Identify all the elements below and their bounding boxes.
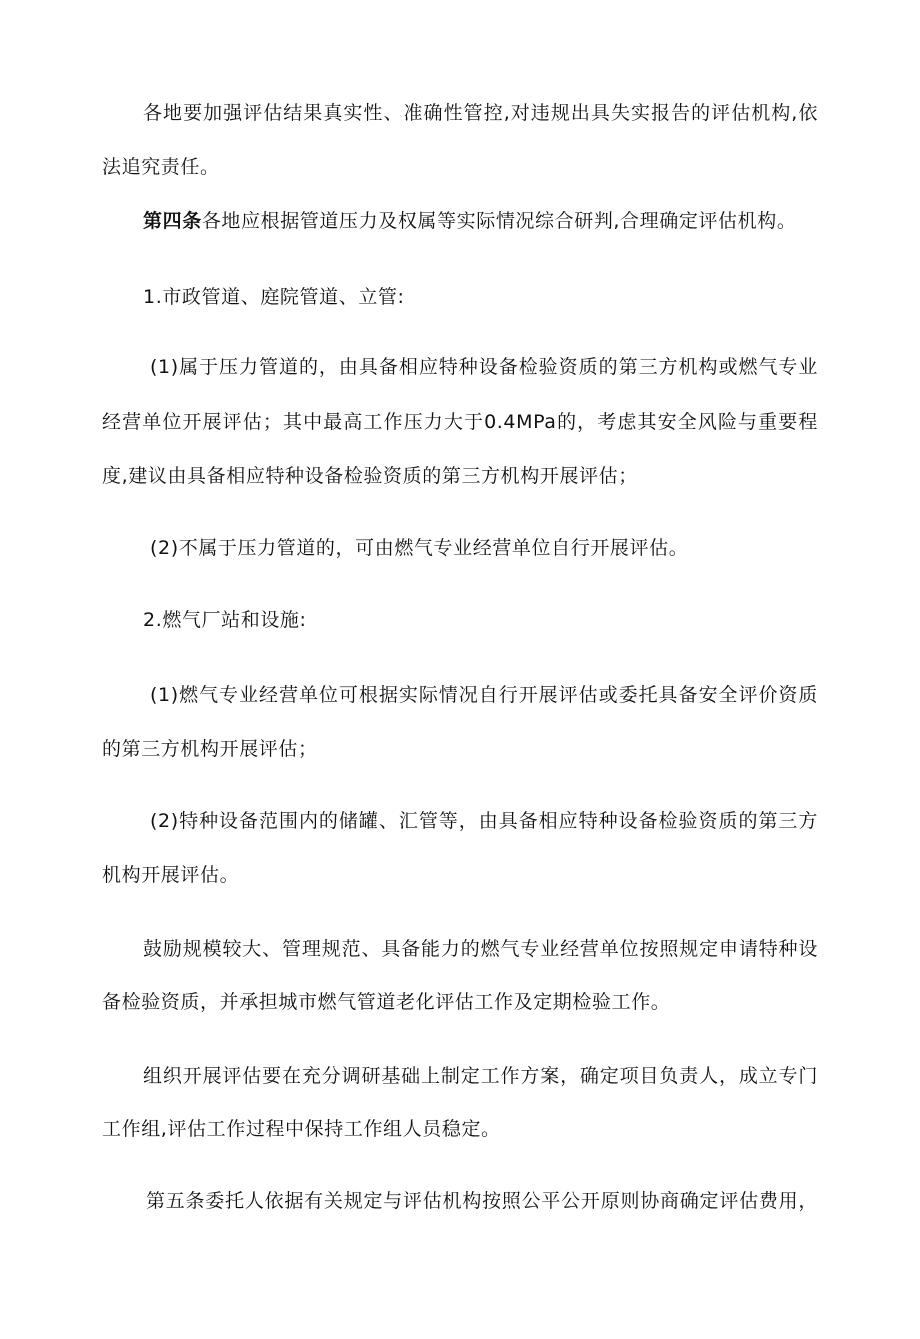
paragraph-line: 各地要加强评估结果真实性、准确性管控,对违规出具失实报告的评估机构,依 — [143, 102, 818, 124]
paragraph-line: 法追究责任。 — [102, 156, 220, 178]
list-heading: 1.市政管道、庭院管道、立管: — [143, 286, 405, 308]
paragraph-line: 第五条委托人依据有关规定与评估机构按照公平公开原则协商确定评估费用， — [146, 1190, 818, 1212]
paragraph-line: 度,建议由具备相应特种设备检验资质的第三方机构开展评估； — [102, 465, 638, 487]
paragraph-line: 经营单位开展评估；其中最高工作压力大于0.4MPa的，考虑其安全风险与重要程 — [102, 411, 818, 433]
paragraph-line: 机构开展评估。 — [102, 864, 240, 886]
paragraph-line: (2)不属于压力管道的，可由燃气专业经营单位自行开展评估。 — [150, 537, 689, 559]
article-heading: 第四条 — [143, 210, 202, 232]
paragraph-line: (1)属于压力管道的，由具备相应特种设备检验资质的第三方机构或燃气专业 — [150, 356, 818, 378]
paragraph-line: 组织开展评估要在充分调研基础上制定工作方案，确定项目负责人，成立专门 — [143, 1065, 818, 1087]
paragraph-line: 工作组,评估工作过程中保持工作组人员稳定。 — [102, 1118, 501, 1140]
article-text: 各地应根据管道压力及权属等实际情况综合研判,合理确定评估机构。 — [201, 210, 797, 232]
paragraph-line: (2)特种设备范围内的储罐、汇管等，由具备相应特种设备检验资质的第三方 — [150, 810, 818, 832]
paragraph-line: 鼓励规模较大、管理规范、具备能力的燃气专业经营单位按照规定申请特种设 — [143, 938, 818, 960]
list-heading: 2.燃气厂站和设施: — [143, 609, 307, 631]
paragraph-line: (1)燃气专业经营单位可根据实际情况自行开展评估或委托具备安全评价资质 — [150, 684, 818, 706]
paragraph-line: 备检验资质，并承担城市燃气管道老化评估工作及定期检验工作。 — [102, 991, 671, 1013]
article-4-line — [143, 209, 796, 233]
paragraph-line: 的第三方机构开展评估； — [102, 738, 318, 760]
